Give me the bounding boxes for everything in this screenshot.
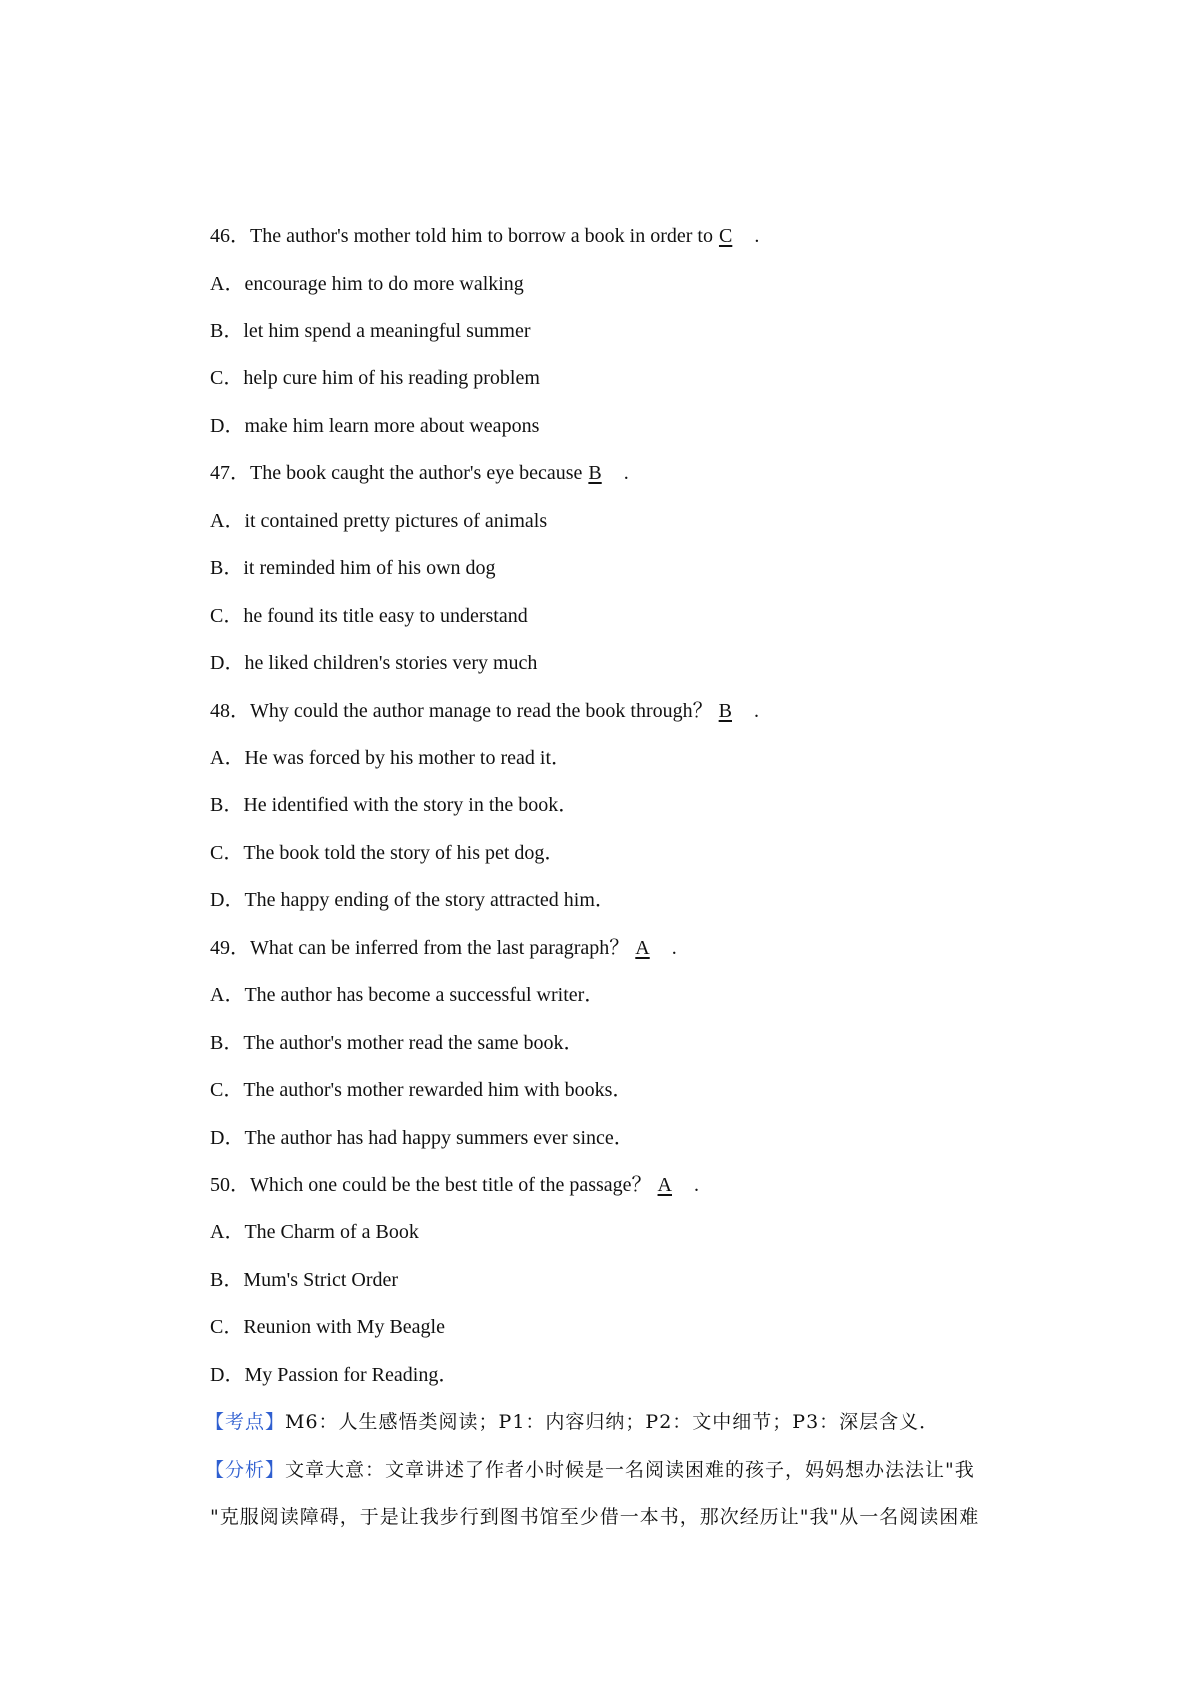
kaodian-line [205,1408,939,1436]
option-d: D．My Passion for Reading． [210,1364,459,1386]
option-d: D．make him learn more about weapons [210,415,540,437]
fenxi-text-line2: "克服阅读障碍，于是让我步行到图书馆至少借一本书，那次经历让"我"从一名阅读困难 [210,1506,980,1528]
option-c: C．Reunion with My Beagle [210,1316,445,1338]
option-b: B．it reminded him of his own dog [210,557,496,579]
answer-blank: A [635,937,650,959]
option-b: B．He identified with the story in the book． [210,794,579,816]
option-d: D．The happy ending of the story attracted him． [210,889,615,911]
question-prompt: 47．The book caught the author's eye because [210,462,583,484]
option-b: B．The author's mother read the same book． [210,1032,584,1054]
question-46: 46．The author's mother told him to borrow a book in order to C . [210,222,759,250]
option-c: C．The author's mother rewarded him with books． [210,1079,633,1101]
answer-blank: A [657,1174,672,1196]
answer-blank: B [718,700,732,722]
option-a: A．The Charm of a Book [210,1221,419,1243]
option-b: B．Mum's Strict Order [210,1269,399,1291]
option-c: C．he found its title easy to understand [210,605,528,627]
option-c: C．help cure him of his reading problem [210,367,540,389]
answer-blank: B [588,462,602,484]
question-49: 49．What can be inferred from the last paragraph？ A . [210,934,677,962]
option-d: D．he liked children's stories very much [210,652,538,674]
fenxi-tag: 【分析】 [205,1459,286,1481]
kaodian-text: M6：人生感悟类阅读；P1：内容归纳；P2：文中细节；P3：深层含义． [285,1411,940,1433]
fenxi-text-line1: 文章大意：文章讲述了作者小时候是一名阅读困难的孩子，妈妈想办法法让"我 [285,1459,975,1481]
kaodian-tag: 【考点】 [205,1411,286,1433]
question-47: 47．The book caught the author's eye because B . [210,459,629,487]
option-a: A．The author has become a successful writer． [210,984,605,1006]
question-prompt: 49．What can be inferred from the last paragraph？ [210,937,630,959]
option-a: A．it contained pretty pictures of animals [210,510,548,532]
option-d: D．The author has had happy summers ever since． [210,1127,634,1149]
option-c: C．The book told the story of his pet dog． [210,842,565,864]
answer-blank: C [718,225,733,247]
question-48: 48．Why could the author manage to read the book through？ B . [210,697,759,725]
question-prompt: 46．The author's mother told him to borrow a book in order to [210,225,713,247]
question-50: 50．Which one could be the best title of the passage？ A . [210,1171,699,1199]
question-prompt: 50．Which one could be the best title of the passage？ [210,1174,652,1196]
option-b: B．let him spend a meaningful summer [210,320,531,342]
fenxi-line [205,1456,975,1484]
option-a: A．He was forced by his mother to read it． [210,747,572,769]
option-a: A．encourage him to do more walking [210,273,524,295]
question-prompt: 48．Why could the author manage to read the book through？ [210,700,713,722]
